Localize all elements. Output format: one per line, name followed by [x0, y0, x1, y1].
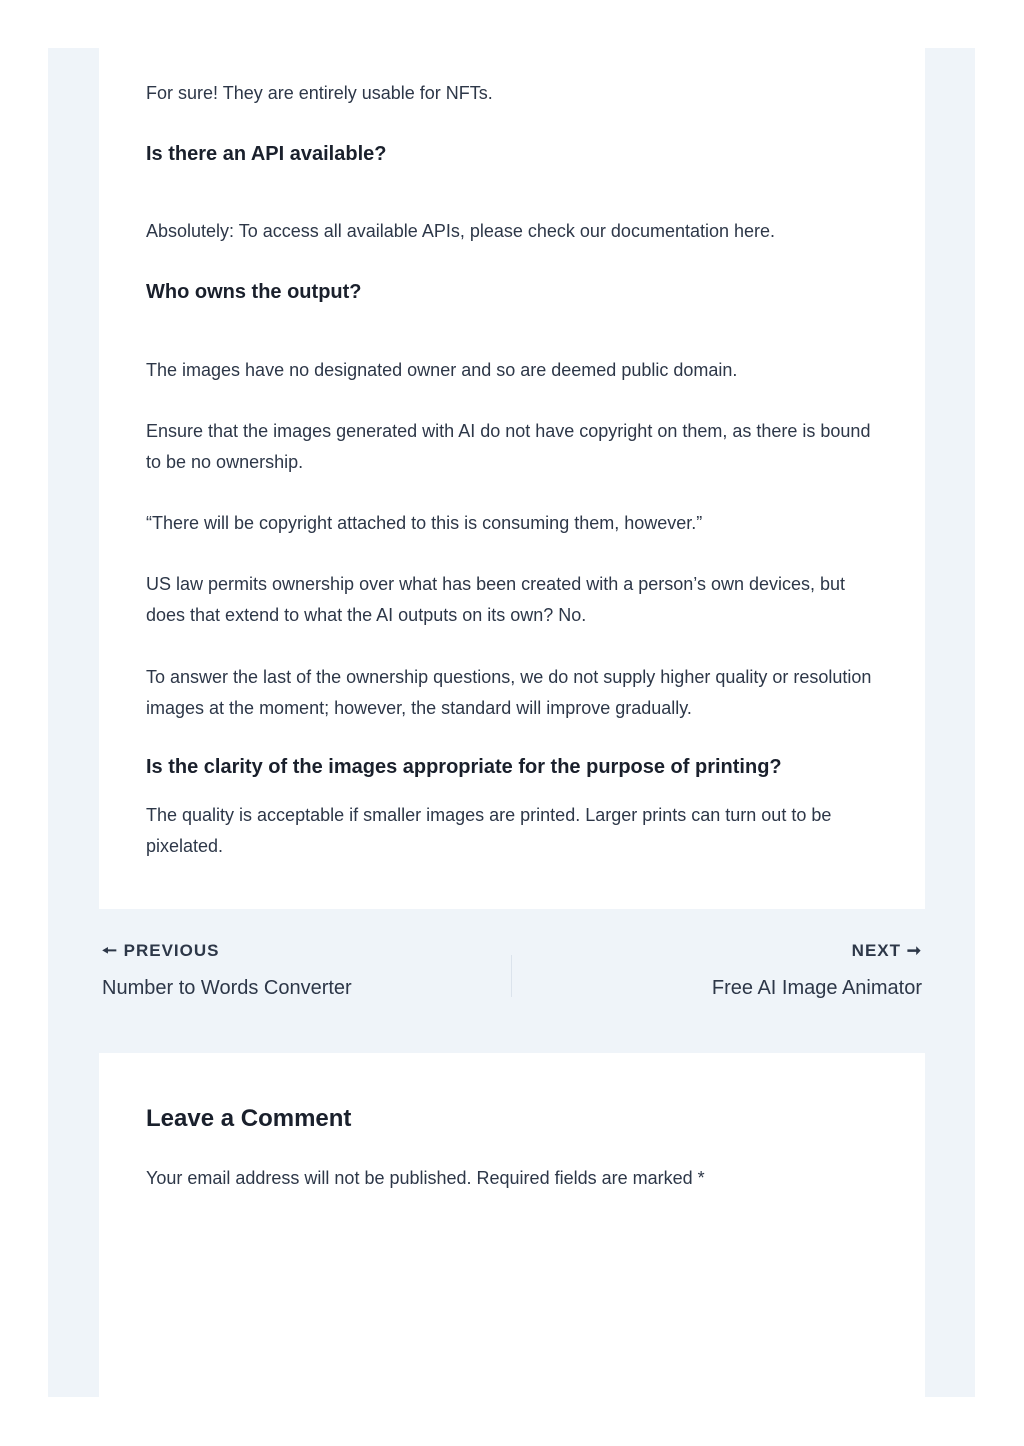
next-post-title[interactable]: Free AI Image Animator: [711, 977, 922, 999]
faq-heading-owner: Who owns the output?: [146, 281, 362, 303]
answer-owner-3: “There will be copyright attached to this is consuming them, however.”: [146, 513, 703, 533]
arrow-left-icon: 🠔: [102, 941, 118, 960]
answer-nft: For sure! They are entirely usable for NFTs.: [146, 83, 493, 103]
previous-post-title[interactable]: Number to Words Converter: [102, 977, 352, 999]
next-post-link[interactable]: [852, 940, 922, 962]
answer-print: The quality is acceptable if smaller images are printed. Larger prints can turn out to be pixelated.: [146, 805, 832, 856]
previous-label: PREVIOUS: [123, 941, 220, 960]
answer-owner-1: The images have no designated owner and so are deemed public domain.: [146, 360, 738, 380]
comment-notice: Your email address will not be published. Required fields are marked *: [146, 1168, 705, 1188]
faq-heading-print: Is the clarity of the images appropriate for the purpose of printing?: [146, 756, 782, 778]
answer-api: Absolutely: To access all available APIs, please check our documentation here.: [146, 221, 776, 241]
answer-owner-2: Ensure that the images generated with AI do not have copyright on them, as there is bound to be no ownership.: [146, 421, 871, 472]
answer-owner-4: US law permits ownership over what has been created with a person’s own devices, but does that extend to what the AI outputs on its own? No.: [146, 574, 846, 625]
next-label: NEXT: [851, 941, 902, 960]
post-nav-divider: [511, 955, 512, 997]
faq-heading-api: Is there an API available?: [146, 143, 387, 165]
comment-heading: Leave a Comment: [146, 1105, 352, 1132]
answer-owner-5: To answer the last of the ownership questions, we do not supply higher quality or resolution images at the moment; however, the standard will improve gradually.: [146, 667, 872, 718]
arrow-right-icon: ➞: [906, 941, 922, 960]
previous-post-link[interactable]: [102, 940, 219, 962]
